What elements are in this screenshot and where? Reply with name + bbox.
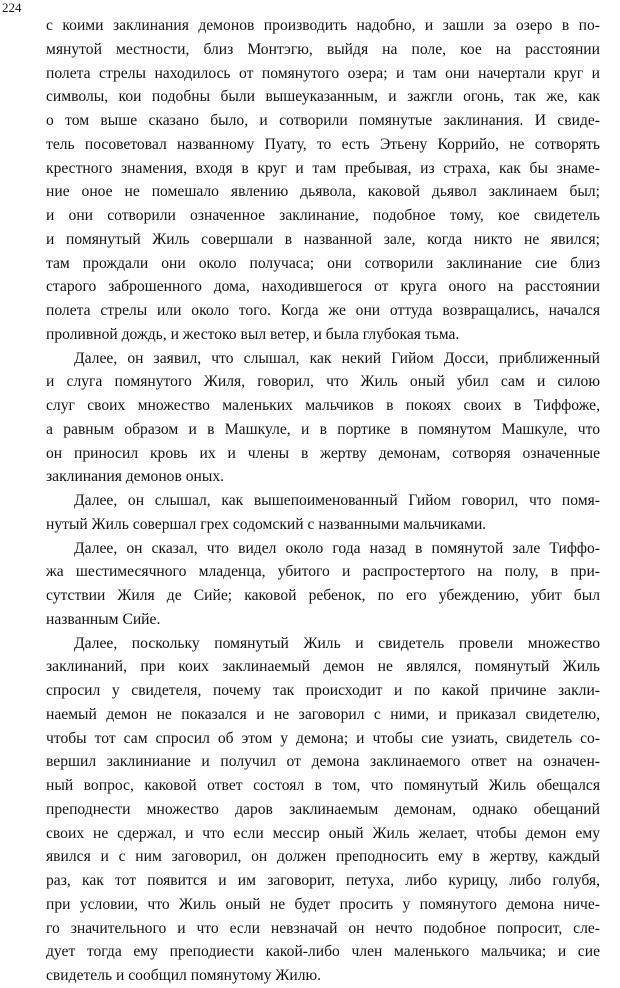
text-line: своих не сдержал, и что если мессир оный Жиль желает, чтобы демон ему — [46, 824, 600, 842]
paragraph — [46, 632, 600, 988]
text-line: заклинаний, при коих заклинаемый демон не являлся, помянутый Жиль — [46, 658, 600, 676]
text-line: преподнести множество даров заклинаемым демонам, однако обещаний — [46, 800, 600, 818]
paragraph — [46, 537, 600, 632]
text-line: жа шестимесячного младенца, убитого и распростертого на полу, в при- — [46, 563, 600, 581]
text-line: заклинания демонов оных. — [46, 468, 225, 486]
text-line: сутствии Жиля де Сийе; каковой ребенок, по его убеждению, убит был — [46, 587, 600, 604]
text-line: явился и с ним заговорил, он должен преподносить ему в жертву, каждый — [46, 848, 600, 866]
text-line: слуг своих множество маленьких мальчиков в покоях своих в Тиффоже, — [46, 397, 600, 414]
text-line: с коими заклинания демонов производить надобно, и зашли за озеро в по- — [46, 17, 600, 34]
text-line: и они сотворили означенное заклинание, подобное тому, кое свидетель — [46, 207, 600, 224]
text-line: тель посоветовал названному Пуату, то есть Этьену Коррийо, не сотворять — [46, 135, 600, 153]
paragraph — [46, 489, 600, 537]
text-line: крестного знамения, входя в круг и там пребывая, из страха, как бы знаме- — [46, 159, 600, 177]
text-line: наемый демон не показался и не заговорил с ними, и приказал свидетелю, — [46, 705, 600, 723]
text-line: при условии, что Жиль оный не будет просить у помянутого демона ниче- — [46, 895, 600, 913]
text-line: нутый Жиль совершал грех содомский с названными мальчиками. — [46, 515, 487, 533]
text-line: он приносил кровь их и члены в жертву демонам, сотворяя означенные — [46, 444, 600, 462]
text-line: Далее, он заявил, что слышал, как некий Гийом Досси, приближенный — [74, 349, 600, 367]
text-line: Далее, поскольку помянутый Жиль и свидетель провели множество — [74, 634, 600, 652]
text-line: там прождали они около получаса; они сотворили заклинание сие близ — [46, 254, 600, 272]
text-line: о том выше сказано было, и сотворили помянутые заклинания. И свиде- — [46, 112, 600, 129]
body-text — [46, 14, 600, 988]
text-line: вершил заклиниание и получил от демона заклинаемого ответ на означен- — [46, 753, 600, 771]
paragraph — [46, 347, 600, 490]
page-number: 224 — [2, 0, 22, 15]
text-line: ние оное не помешало явлению дьявола, каковой дьявол заклинаем был; — [46, 183, 600, 201]
text-line: полета стрелы находилось от помянутого озера; и там они начертали круг и — [46, 64, 600, 82]
text-line: и слуга помянутого Жиля, говорил, что Жиль оный убил сам и силою — [46, 373, 600, 391]
text-line: го значительного и что если невзначай он нечто подобное попросит, сле- — [46, 919, 600, 937]
text-line: дует тогда ему преподиести какой-либо член маленького мальчика; и сие — [46, 943, 600, 961]
text-line: и помянутый Жиль совершали в названной зале, когда никто не явился; — [46, 230, 600, 248]
text-line: спросил у свидетеля, почему так происходит и по какой причине закли- — [46, 682, 600, 699]
text-line: свидетель и сообщил помянутому Жилю. — [46, 967, 322, 984]
text-line: названным Сийе. — [46, 610, 161, 628]
text-line: Далее, он сказал, что видел около года назад в помянутой зале Тиффо- — [74, 539, 600, 557]
text-line: символы, кои подобны были вышеуказанным, и зажгли огонь, так же, как — [46, 88, 600, 106]
text-line: ный вопрос, каковой ответ состоял в том, что помянутый Жиль обещался — [46, 777, 600, 794]
text-line: чтобы тот сам спросил об этом у демона; и чтобы сие узиать, свидетель со- — [46, 729, 600, 747]
text-line: старого заброшенного дома, находившегося от круга оного на расстоянии — [46, 278, 600, 296]
text-line: мянутой местности, близ Монтэгю, выйдя на поле, кое на расстоянии — [46, 40, 600, 58]
text-line: раз, как тот появится и им заговорит, петуха, либо курицу, либо голубя, — [46, 872, 600, 889]
paragraph — [46, 14, 600, 347]
text-line: а равным образом и в Машкуле, и в портике в помянутом Машкуле, что — [46, 420, 600, 438]
text-line: полета стрелы или около того. Когда же они оттуда возвращались, начался — [46, 302, 600, 319]
text-line: Далее, он слышал, как вышепоименованный Гийом говорил, что помя- — [74, 492, 600, 509]
text-line: проливной дождь, и жестоко выл ветер, и была глубокая тьма. — [46, 325, 460, 343]
